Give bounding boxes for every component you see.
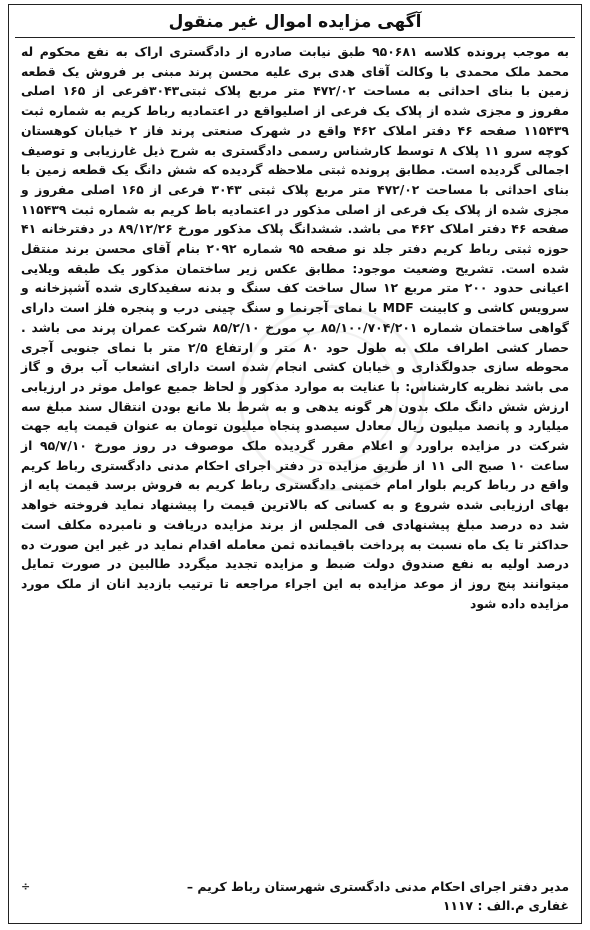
signatory-name: غفاری م.الف : ۱۱۱۷ — [442, 898, 569, 913]
signature-row — [21, 877, 569, 896]
notice-footer — [21, 877, 569, 915]
notice-title: آگهی مزایده اموال غیر منقول — [168, 12, 422, 32]
signature-mark: ÷ — [21, 880, 31, 893]
notice-page — [8, 4, 582, 924]
signature-line: مدیر دفتر اجرای احکام مدنی دادگستری شهرستان رباط کریم – — [186, 879, 569, 894]
notice-paragraph: به موجب پرونده کلاسه ۹۵۰۶۸۱ طبق نیابت صادره از دادگستری اراک به نفع محکوم له محمد ملک محمدی با وکالت آقای هدی بری علیه محسن پرند مبنی بر فروش یک قطعه زمین با بنای احداثی به مساحت ۴۷۲/۰۲ متر مربع پلاک ثبتی۳۰۴۳فرعی از ۱۶۵ اصلی مفروز و مجزی شده از پلاک یک فرعی از اصلیواقع در اعتمادیه رباط کریم به شماره ثبت ۱۱۵۴۳۹ صفحه ۴۶ دفتر املاک ۴۶۲ واقع در شهرک صنعتی پرند فاز ۲ خیابان کوهستان کوچه سرو ۱۱ پلاک ۸ توسط کارشناس رسمی دادگستری به شرح ذیل غارزیابی و توصیف اجمالی گردیده است. مطابق پرونده ثبتی ملاحظه گردیده که شش دانگ یک قطعه زمین با بنای احداثی با مساحت ۴۷۲/۰۲ متر مربع پلاک ثبتی ۳۰۴۳ فرعی از ۱۶۵ اصلی مفروز و مجزی شده از پلاک یک فرعی از اصلی مذکور در اعتمادیه باط کریم به شماره ثبت ۱۱۵۴۳۹ صفحه ۴۶ دفتر املاک ۴۶۲ می باشد. ششدانگ پلاک مذکور مورخ ۸۹/۱۲/۲۶ در دفترخانه ۴۱ حوزه ثبتی رباط کریم دفتر جلد نو صفحه ۹۵ شماره ۲۰۹۲ بنام آقای محسن برند منتقل شده است. تشریح وضعیت موجود: مطابق عکس زیر ساختمان مذکور یک طبقه ویلایی اعیانی حدود ۲۰۰ متر مربع ۱۲ سال ساخت کف سنگ و بدنه سفیدکاری شده آشپزخانه و سرویس کاشی و کابینت MDF با نمای آجرنما و سنگ چینی درب و پنجره فلز است دارای گواهی ساختمان شماره ۸۵/۱۰۰/۷۰۴/۲۰۱ پ مورخ ۸۵/۲/۱۰ شرکت عمران پرند می باشد . حصار کشی اطراف ملک به طول حود ۸۰ متر و ارتفاع ۲/۵ متر با نمای جنوبی آجری محوطه سازی جدولگذاری و خیابان کشی انجام شده است دارای انشعاب آب برق و گاز می باشد نظریه کارشناس: با عنایت به موارد مذکور و لحاظ جمیع عوامل موثر در ارزیابی ارزش شش دانگ ملک بدون هر گونه یدهی و به شرط بلا مانع بودن انتقال سند مبلغ سه میلیارد و پانصد میلیون ریال معادل سیصدو پنجاه میلیون تومان به عنوان قیمت پایه جهت شرکت در مزایده براورد و اعلام مقرر گردیده ملک موصوف در روز مورخ ۹۵/۷/۱۰ از ساعت ۱۰ صبح الی ۱۱ از طریق مزایده در دفتر اجرای احکام مدنی دادگستری رباط کریم واقع در رباط کریم بلوار امام خمینی دادگستری رباط کریم به فروش برسد قیمت پایه از بهای ارزیابی شده شروع و به کسانی که بالاترین قیمت را پیشنهاد نماید فروخته خواهد شد ده درصد مبلغ پیشنهادی فی المجلس از برند مزایده دریافت و نامبرده مکلف است حداکثر تا یک ماه نسبت به پرداخت باقیمانده ثمن معامله اقدام نماید در غیر این صورت ده درصد اولیه به نفع صندوق دولت ضبط و مزایده تجدید میگردد طالبین در صورت تمایل میتوانند پنج روز از موعد مزایده به این اجراء مراجعه تا ترتیب بازدید انان از ملک مورد مزایده داده شود — [21, 44, 570, 611]
notice-body — [21, 42, 569, 613]
signatory-row — [21, 896, 569, 915]
title-divider — [15, 37, 575, 38]
